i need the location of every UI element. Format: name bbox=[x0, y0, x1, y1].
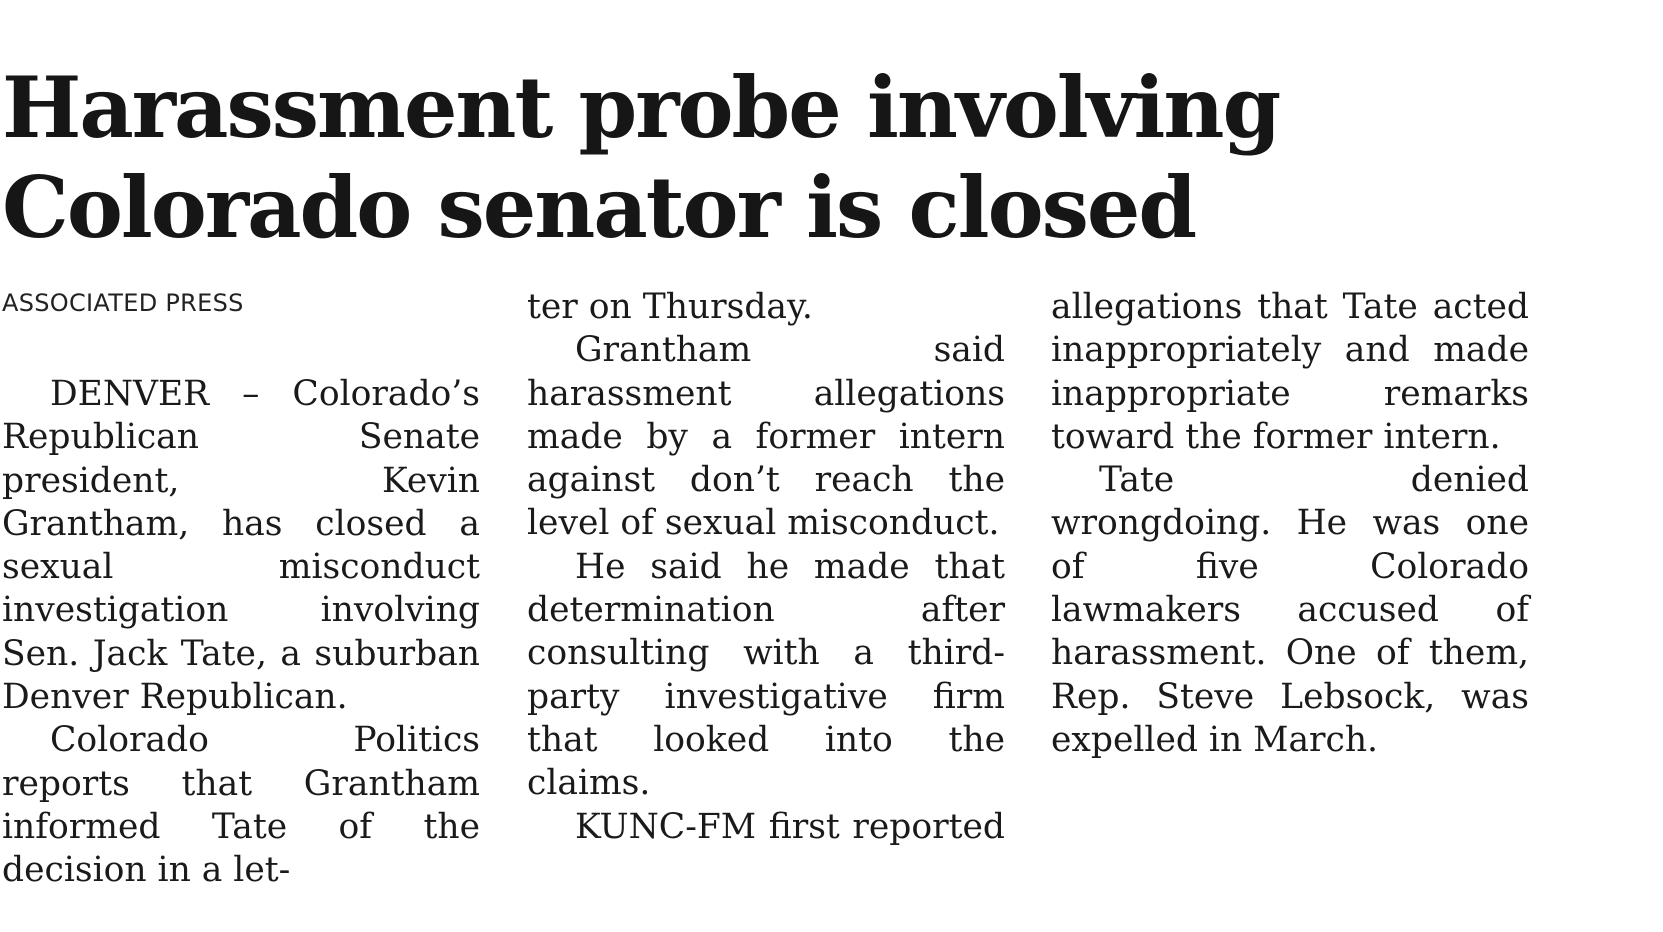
paragraph-allegations: allegations that Tate acted inappropriately and made inappropriate remarks toward the former intern. bbox=[1051, 287, 1529, 457]
headline bbox=[2, 58, 1642, 258]
paragraph-colorado-politics: Colorado Politics reports that Grantham informed Tate of the decision in a let- bbox=[2, 720, 480, 891]
paragraph-dateline: DENVER – Colorado’s Republican Senate president, Kevin Grantham, has closed a sexual misconduct investigation involving Sen. Jack Tate, a suburban Denver Republican. bbox=[2, 374, 480, 718]
paragraph-kunc: KUNC-FM first reported bbox=[575, 806, 1005, 847]
paragraph-grantham-said: Grantham said harassment allegations made by a former intern against don’t reach the level of sexual misconduct. bbox=[527, 330, 1005, 544]
article-column-3 bbox=[1051, 286, 1529, 762]
byline: ASSOCIATED PRESS bbox=[2, 289, 244, 317]
article-column-1 bbox=[2, 373, 480, 893]
article-column-2 bbox=[527, 286, 1005, 849]
headline-line-2: Colorado senator is closed bbox=[2, 158, 1196, 257]
paragraph-determination: He said he made that determination after consulting with a third-party investigative firm that looked into the claims. bbox=[527, 546, 1005, 804]
paragraph-continued: ter on Thursday. bbox=[527, 287, 813, 327]
headline-line-1: Harassment probe involving bbox=[2, 58, 1280, 157]
paragraph-tate-denied: Tate denied wrongdoing. He was one of five Colorado lawmakers accused of harassment. One of them, Rep. Steve Lebsock, was expelled in March. bbox=[1051, 460, 1529, 760]
